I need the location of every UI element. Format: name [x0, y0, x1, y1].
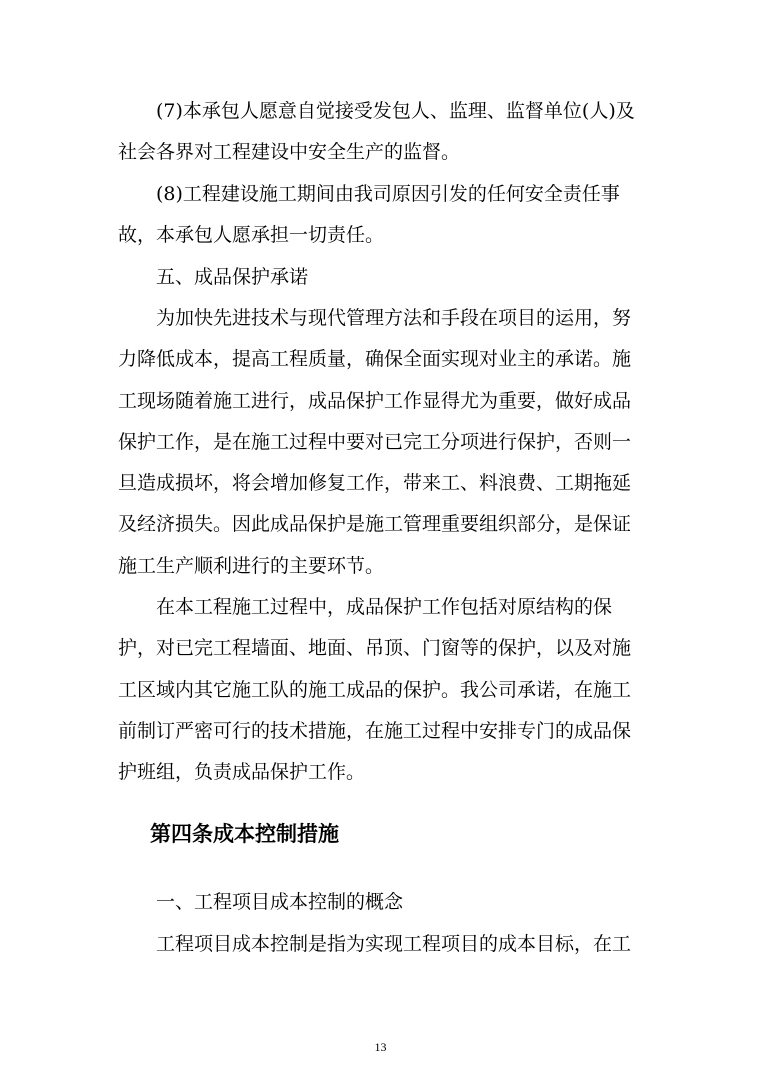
article-4-heading: 第四条成本控制措施: [150, 822, 339, 846]
section-5-title: 五、成品保护承诺: [156, 266, 309, 288]
paragraph-item-8: (8)工程建设施工期间由我司原因引发的任何安全责任事故，本承包人愿承担一切责任。: [118, 183, 620, 247]
subsection-1-title: 一、工程项目成本控制的概念: [156, 891, 404, 913]
paragraph-item-7: (7)本承包人愿意自觉接受发包人、监理、监督单位(人)及社会各界对工程建设中安全生产的监督。: [118, 100, 635, 164]
section-5-paragraph-2: 在本工程施工过程中，成品保护工作包括对原结构的保护，对已完工程墙面、地面、吊顶、门窗等的保护，以及对施工区域内其它施工队的施工成品的保护。我公司承诺，在施工前制订严密可行的技术措施，在施工过程中安排专门的成品保护班组，负责成品保护工作。: [118, 596, 632, 784]
subsection-1-paragraph: 工程项目成本控制是指为实现工程项目的成本目标，在工: [156, 933, 632, 955]
section-5-paragraph-1: 为加快先进技术与现代管理方法和手段在项目的运用，努力降低成本，提高工程质量，确保全面实现对业主的承诺。施工现场随着施工进行，成品保护工作显得尤为重要，做好成品保护工作，是在施工过程中要对已完工分项进行保护，否则一旦造成损坏，将会增加修复工作，带来工、料浪费、工期拖延及经济损失。因此成品保护是施工管理重要组织部分，是保证施工生产顺利进行的主要环节。: [118, 307, 632, 577]
page-number: 13: [374, 1040, 387, 1054]
